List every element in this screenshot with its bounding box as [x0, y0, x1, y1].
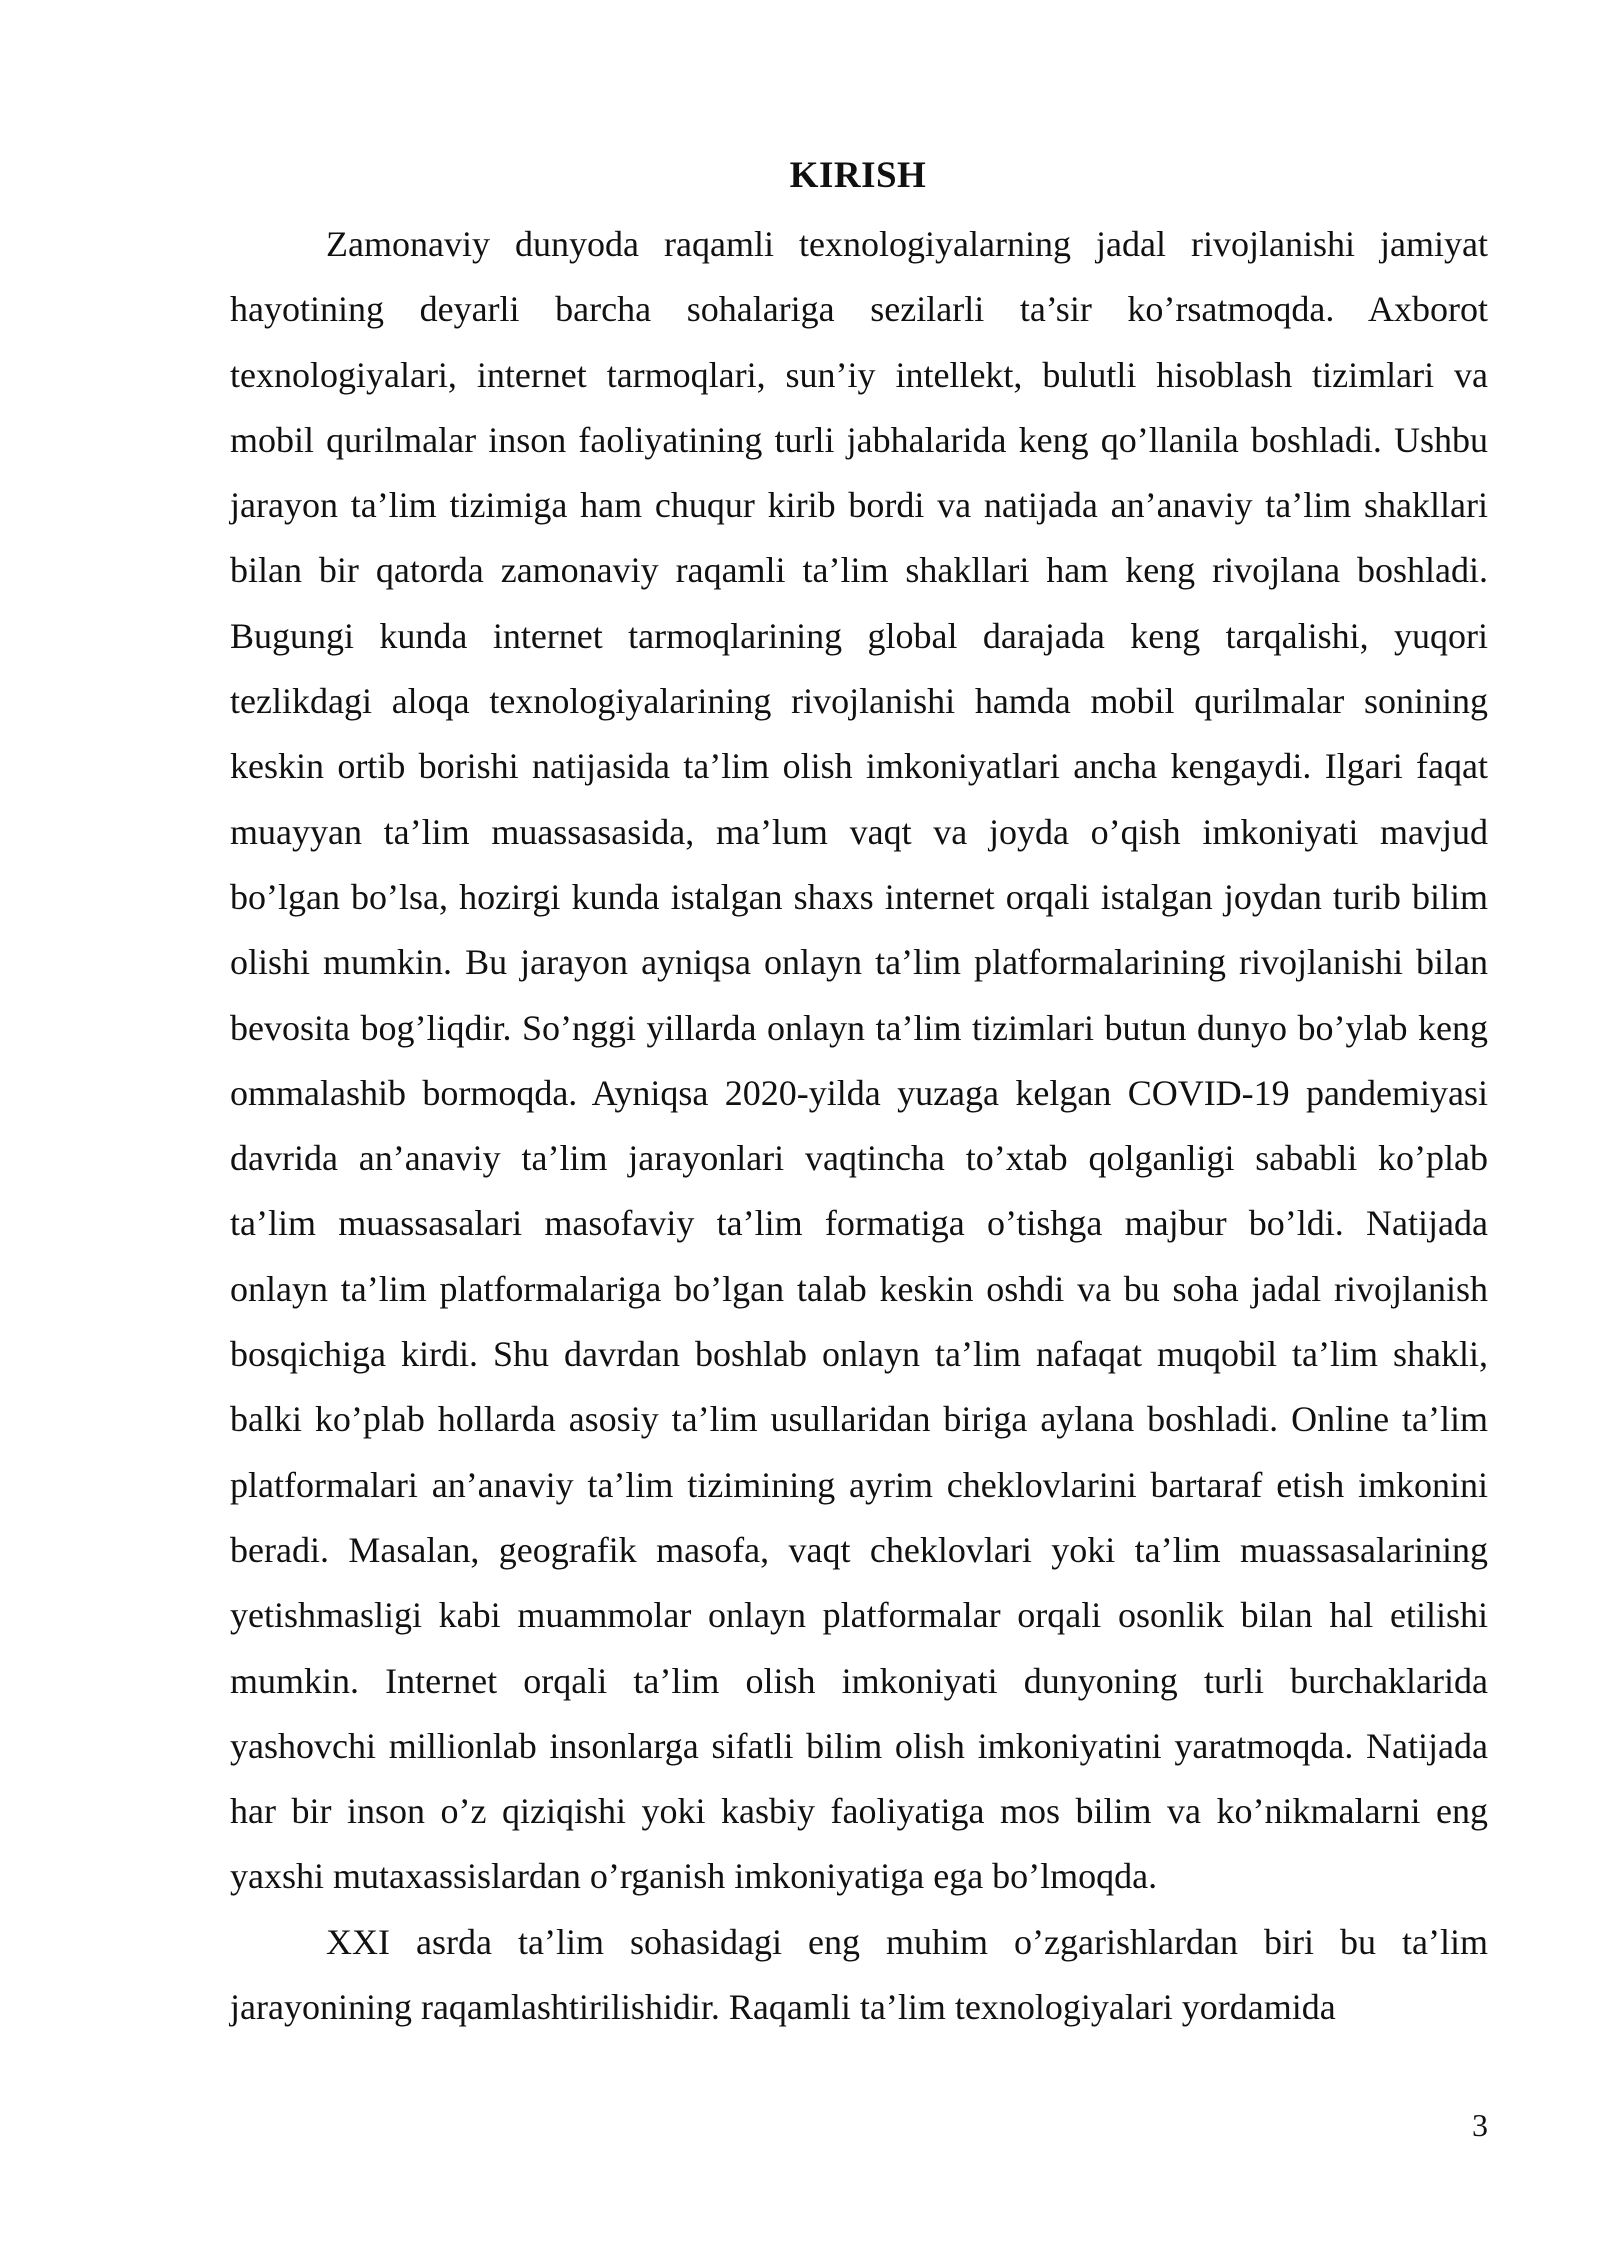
page-number: 3 [1472, 2107, 1488, 2143]
paragraph-1: Zamonaviy dunyoda raqamli texnologiyalarning jadal rivojlanishi jamiyat hayotining deyarli barcha sohalariga sezilarli ta’sir ko’rsatmoqda. Axborot texnologiyalari, internet tarmoqlari, sun’iy intellekt, bulutli hisoblash tizimlari va mobil qurilmalar inson faoliyatining turli jabhalarida keng qo’llanila boshladi. Ushbu jarayon ta’lim tizimiga ham chuqur kirib bordi va natijada an’anaviy ta’lim shakllari bilan bir qatorda zamonaviy raqamli ta’lim shakllari ham keng rivojlana boshladi. Bugungi kunda internet tarmoqlarining global darajada keng tarqalishi, yuqori tezlikdagi aloqa texnologiyalarining rivojlanishi hamda mobil qurilmalar sonining keskin ortib borishi natijasida ta’lim olish imkoniyatlari ancha kengaydi. Ilgari faqat muayyan ta’lim muassasasida, ma’lum vaqt va joyda o’qish imkoniyati mavjud bo’lgan bo’lsa, hozirgi kunda istalgan shaxs internet orqali istalgan joydan turib bilim olishi mumkin. Bu jarayon ayniqsa onlayn ta’lim platformalarining rivojlanishi bilan bevosita bog’liqdir. So’nggi yillarda onlayn ta’lim tizimlari butun dunyo bo’ylab keng ommalashib bormoqda. Ayniqsa 2020-yilda yuzaga kelgan COVID-19 pandemiyasi davrida an’anaviy ta’lim jarayonlari vaqtincha to’xtab qolganligi sababli ko’plab ta’lim muassasalari masofaviy ta’lim formatiga o’tishga majbur bo’ldi. Natijada onlayn ta’lim platformalariga bo’lgan talab keskin oshdi va bu soha jadal rivojlanish bosqichiga kirdi. Shu davrdan boshlab onlayn ta’lim nafaqat muqobil ta’lim shakli, balki ko’plab hollarda asosiy ta’lim usullaridan biriga aylana boshladi. Online ta’lim platformalari an’anaviy ta’lim tizimining ayrim cheklovlarini bartaraf etish imkonini beradi. Masalan, geografik masofa, vaqt cheklovlari yoki ta’lim muassasalarining yetishmasligi kabi muammolar onlayn platformalar orqali osonlik bilan hal etilishi mumkin. Internet orqali ta’lim olish imkoniyati dunyoning turli burchaklarida yashovchi millionlab insonlarga sifatli bilim olish imkoniyatini yaratmoqda. Natijada har bir inson o’z qiziqishi yoki kasbiy faoliyatiga mos bilim va ko’nikmalarni eng yaxshi mutaxassislardan o’rganish imkoniyatiga ega bo’lmoqda. [230, 224, 1488, 1897]
section-heading: KIRISH [789, 155, 927, 196]
body-text [230, 212, 1488, 2040]
paragraph-2: XXI asrda ta’lim sohasidagi eng muhim o’zgarishlardan biri bu ta’lim jarayonining raqamlashtirilishidir. Raqamli ta’lim texnologiyalari yordamida [230, 1921, 1488, 2028]
